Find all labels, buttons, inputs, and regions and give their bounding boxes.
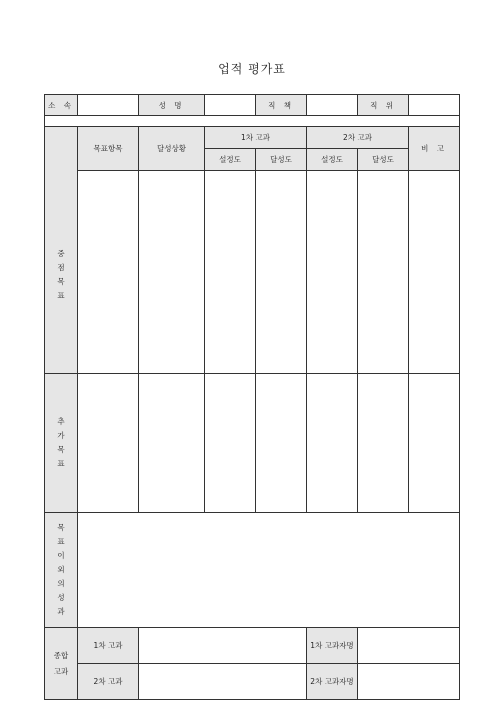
section-extra-goals: 추 가 목 표 bbox=[45, 374, 78, 513]
section-other-results: 목 표 이 외 의 성 과 bbox=[45, 513, 78, 628]
rank-field[interactable] bbox=[409, 95, 460, 116]
key-goal-eval2-setting-cell[interactable] bbox=[307, 170, 358, 373]
eval2-setting-header: 설정도 bbox=[307, 148, 358, 170]
extra-goal-eval2-degree-cell[interactable] bbox=[358, 374, 409, 513]
page-title: 업적 평가표 bbox=[218, 62, 286, 76]
section-key-goals: 중 점 목 표 bbox=[45, 127, 78, 374]
key-goal-eval1-degree-cell[interactable] bbox=[256, 170, 307, 373]
eval1-degree-header: 달성도 bbox=[256, 148, 307, 170]
evaluation-form bbox=[44, 94, 460, 700]
key-goal-eval2-degree-cell[interactable] bbox=[358, 170, 409, 373]
name-label: 성 명 bbox=[139, 95, 205, 116]
key-goal-item-cell[interactable] bbox=[78, 170, 139, 373]
extra-goal-eval1-setting-cell[interactable] bbox=[205, 374, 256, 513]
remarks-header: 비 고 bbox=[409, 127, 460, 171]
name-field[interactable] bbox=[205, 95, 256, 116]
job-label: 직 책 bbox=[256, 95, 307, 116]
summary-evaluator1-label: 1차 고과자명 bbox=[307, 628, 358, 664]
summary-evaluator1-field[interactable] bbox=[358, 628, 460, 664]
other-results-cell[interactable] bbox=[78, 513, 460, 628]
eval2-header: 2차 고과 bbox=[307, 127, 409, 149]
extra-goal-item-cell[interactable] bbox=[78, 374, 139, 513]
extra-goal-achievement-cell[interactable] bbox=[139, 374, 205, 513]
extra-goal-eval2-setting-cell[interactable] bbox=[307, 374, 358, 513]
rank-label: 직 위 bbox=[358, 95, 409, 116]
summary-eval2-field[interactable] bbox=[139, 664, 307, 700]
achievement-header: 달성상황 bbox=[139, 127, 205, 171]
key-goal-achievement-cell[interactable] bbox=[139, 170, 205, 373]
summary-evaluator2-field[interactable] bbox=[358, 664, 460, 700]
eval1-setting-header: 설정도 bbox=[205, 148, 256, 170]
eval2-degree-header: 달성도 bbox=[358, 148, 409, 170]
affiliation-label: 소 속 bbox=[45, 95, 78, 116]
summary-eval2-label: 2차 고과 bbox=[78, 664, 139, 700]
summary-eval1-label: 1차 고과 bbox=[78, 628, 139, 664]
extra-goal-eval1-degree-cell[interactable] bbox=[256, 374, 307, 513]
goal-item-header: 목표항목 bbox=[78, 127, 139, 171]
extra-goal-remarks-cell[interactable] bbox=[409, 374, 460, 513]
summary-eval1-field[interactable] bbox=[139, 628, 307, 664]
spacer-row bbox=[45, 116, 460, 127]
key-goal-eval1-setting-cell[interactable] bbox=[205, 170, 256, 373]
job-field[interactable] bbox=[307, 95, 358, 116]
summary-evaluator2-label: 2차 고과자명 bbox=[307, 664, 358, 700]
affiliation-field[interactable] bbox=[78, 95, 139, 116]
eval1-header: 1차 고과 bbox=[205, 127, 307, 149]
key-goal-remarks-cell[interactable] bbox=[409, 170, 460, 373]
section-summary: 종합 고과 bbox=[45, 628, 78, 700]
